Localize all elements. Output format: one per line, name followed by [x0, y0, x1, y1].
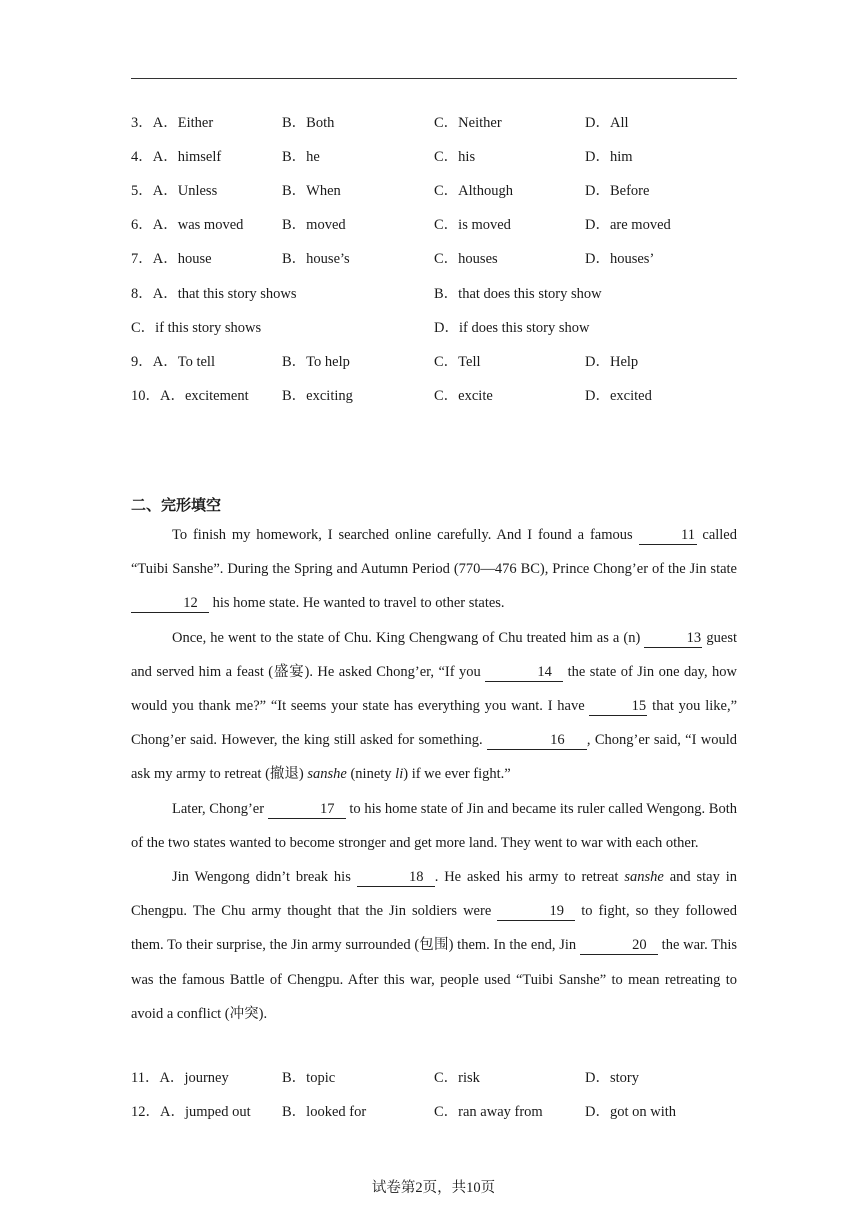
question-5 — [131, 181, 751, 201]
cloze-passage — [131, 518, 737, 1031]
option-d: D．houses’ — [585, 251, 655, 267]
blank-13: 13 — [644, 629, 702, 648]
option-c: C．Tell — [434, 354, 481, 370]
header-rule — [131, 78, 737, 79]
option-b: B．topic — [282, 1070, 336, 1086]
option-b: B．When — [282, 183, 341, 199]
blank-17: 17 — [268, 800, 346, 819]
option-d: D．are moved — [585, 217, 671, 233]
question-12 — [131, 1102, 751, 1122]
option-d: D．story — [585, 1070, 639, 1086]
option-d: D．if does this story show — [434, 320, 590, 336]
blank-15: 15 — [589, 697, 647, 716]
option-b: B．To help — [282, 354, 350, 370]
question-9 — [131, 352, 751, 372]
option-c: C．Although — [434, 183, 513, 199]
option-b: B．Both — [282, 115, 335, 131]
option-b: B．moved — [282, 217, 346, 233]
option-b: B．he — [282, 149, 320, 165]
blank-14: 14 — [485, 663, 563, 682]
blank-12: 12 — [131, 594, 209, 613]
option-d: D．got on with — [585, 1104, 677, 1120]
option-d: D．excited — [585, 388, 652, 404]
blank-18: 18 — [357, 868, 435, 887]
blank-20: 20 — [580, 936, 658, 955]
question-7 — [131, 249, 751, 269]
option-a: 7．A．house — [131, 251, 212, 267]
option-c: C．houses — [434, 251, 498, 267]
option-a: 3．A．Either — [131, 115, 214, 131]
blank-11: 11 — [639, 526, 697, 545]
question-6 — [131, 215, 751, 235]
option-a: 6．A．was moved — [131, 217, 244, 233]
paragraph-3: Later, Chong’er 17 to his home state of Jin and became its ruler called Wengong. Both of the two states wanted to become stronger and get more land. They went to war with each other. — [131, 800, 737, 851]
option-d: D．Help — [585, 354, 639, 370]
option-c: C．his — [434, 149, 476, 165]
option-a: 12．A．jumped out — [131, 1104, 251, 1120]
question-8-row-2 — [131, 318, 751, 338]
option-a: 9．A．To tell — [131, 354, 215, 370]
option-c: C．is moved — [434, 217, 511, 233]
blank-19: 19 — [497, 902, 575, 921]
paragraph-2: Once, he went to the state of Chu. King Chengwang of Chu treated him as a (n) 13 guest and served him a feast (盛宴). He asked Chong’er, “If you 14 the state of Jin one day, how would you thank me?” “It seems your state has everything you want. I have 15 that you like,” Chong’er said. However, the king still asked for something. 16 , Chong’er said, “I would ask my army to retreat (撤退) sanshe (ninety li) if we ever fight.” — [131, 629, 738, 783]
question-4 — [131, 147, 751, 167]
question-10 — [131, 386, 751, 406]
section-title: 二、完形填空 — [131, 496, 222, 514]
option-a: 4．A．himself — [131, 149, 222, 165]
question-11 — [131, 1068, 751, 1088]
option-d: D．him — [585, 149, 633, 165]
option-d: D．Before — [585, 183, 650, 199]
question-8-row-1 — [131, 284, 751, 304]
paragraph-4: Jin Wengong didn’t break his 18 . He asked his army to retreat sanshe and stay in Chengpu. The Chu army thought that the Jin soldiers were 19 to fight, so they followed them. To their surprise, the Jin army surrounded (包围) them. In the end, Jin 20 the war. This was the famous Battle of Chengpu. After this war, people used “Tuibi Sanshe” to mean retreating to avoid a conflict (冲突). — [131, 869, 737, 1022]
option-a: 10．A．excitement — [131, 388, 249, 404]
option-b: B．looked for — [282, 1104, 367, 1120]
option-c: C．if this story shows — [131, 320, 262, 336]
page-footer: 试卷第2页，共10页 — [371, 1180, 496, 1196]
option-b: B．exciting — [282, 388, 353, 404]
option-c: C．risk — [434, 1070, 480, 1086]
option-a: 5．A．Unless — [131, 183, 218, 199]
option-c: C．excite — [434, 388, 493, 404]
option-c: C．ran away from — [434, 1104, 543, 1120]
option-b: B．that does this story show — [434, 286, 602, 302]
option-a: 11．A．journey — [131, 1070, 229, 1086]
paragraph-1: To finish my homework, I searched online carefully. And I found a famous 11 called “Tuibi Sanshe”. During the Spring and Autumn Period (770—476 BC), Prince Chong’er of the Jin state 12 his home state. He wanted to travel to other states. — [131, 527, 737, 612]
option-b: B．house’s — [282, 251, 350, 267]
option-a: 8．A．that this story shows — [131, 286, 297, 302]
question-3 — [131, 113, 751, 133]
option-d: D．All — [585, 115, 629, 131]
option-c: C．Neither — [434, 115, 502, 131]
blank-16: 16 — [487, 731, 587, 750]
